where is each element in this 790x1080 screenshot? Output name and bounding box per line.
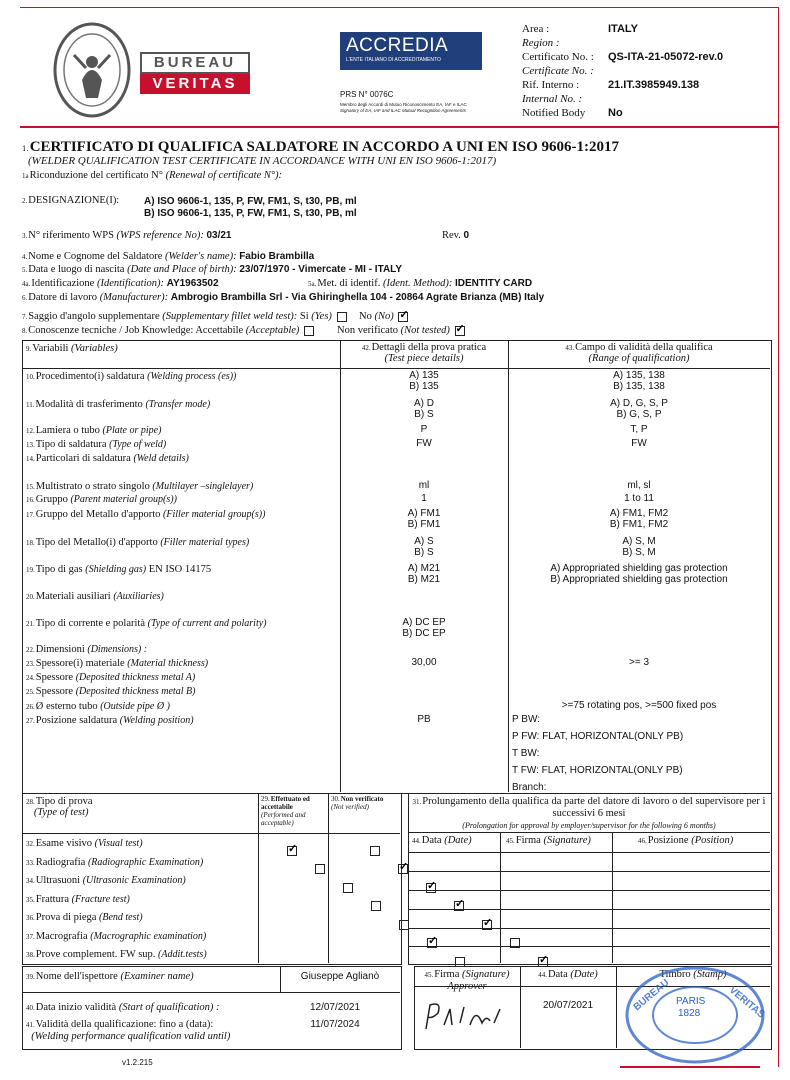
c2-en: (Signature) bbox=[543, 835, 591, 846]
test-value: 30,00 bbox=[411, 657, 437, 668]
variable-en: (Welding process (es)) bbox=[147, 371, 237, 382]
signature-icon bbox=[420, 995, 516, 1035]
test-value: ml bbox=[418, 480, 430, 491]
variable-label: Spessore bbox=[35, 672, 74, 683]
test-row bbox=[26, 931, 206, 942]
range-value: FW bbox=[631, 438, 647, 449]
accredia-sub: L'ENTE ITALIANO DI ACCREDITAMENTO bbox=[346, 57, 441, 63]
test-performed-checkbox[interactable] bbox=[343, 883, 353, 893]
c3-en: (Position) bbox=[691, 835, 734, 846]
test-row bbox=[26, 875, 186, 886]
test-en: (Bend test) bbox=[99, 912, 143, 923]
cert-no-en: Certificate No. : bbox=[522, 65, 594, 77]
test-performed-checkbox[interactable] bbox=[315, 864, 325, 874]
test-row bbox=[26, 857, 203, 868]
variable-number: 21. bbox=[26, 620, 35, 628]
manufacturer-value: Ambrogio Brambilla Srl - Via Ghiringhella 104 - 20864 Agrate Brianza (MB) Italy bbox=[170, 292, 545, 303]
test-value: P bbox=[420, 424, 428, 435]
f1a-label: Riconduzione del certificato N° bbox=[29, 170, 163, 181]
variable-en: (Filler material group(s)) bbox=[163, 509, 266, 520]
variable-label: Procedimento(i) saldatura bbox=[35, 371, 145, 382]
variable-en: (Type of current and polarity) bbox=[147, 618, 267, 629]
f8-acc-en: (Acceptable) bbox=[245, 325, 300, 336]
h-test: Dettagli della prova pratica bbox=[371, 342, 487, 353]
variable-label: Dimensioni bbox=[35, 644, 85, 655]
f45-en2: Approver bbox=[447, 981, 487, 992]
variable-label: Tipo di corrente e polarità bbox=[35, 618, 146, 629]
range-value: ml, sl bbox=[627, 480, 651, 491]
stamp-city: PARIS bbox=[676, 996, 706, 1007]
variable-row bbox=[26, 564, 211, 575]
h-type-en: (Type of test) bbox=[33, 807, 89, 818]
range-value: >= 3 bbox=[628, 657, 650, 668]
test-value: 1 bbox=[421, 493, 427, 504]
f6-en: (Manufacturer): bbox=[99, 292, 169, 303]
variable-en: (Shielding gas) bbox=[85, 564, 147, 575]
birth-value: 23/07/1970 - Vimercate - MI - ITALY bbox=[239, 264, 403, 275]
right-red-rule bbox=[778, 7, 779, 1067]
variable-en: (Multilayer –singlelayer) bbox=[152, 481, 254, 492]
variable-label: Gruppo del Metallo d'apporto bbox=[35, 509, 161, 520]
f44-number: 44. bbox=[538, 971, 547, 979]
variable-label: Lamiera o tubo bbox=[35, 425, 100, 436]
variable-row bbox=[26, 715, 194, 726]
variable-en: (Dimensions) : bbox=[87, 644, 148, 655]
position-line bbox=[512, 731, 683, 742]
c1-en: (Date) bbox=[444, 835, 472, 846]
test-value: A) FM1 B) FM1 bbox=[407, 508, 441, 530]
h-nv: Non verificato bbox=[340, 795, 384, 803]
variable-en: (Weld details) bbox=[133, 453, 189, 464]
f6-number: 6. bbox=[22, 294, 28, 302]
range-value: A) S, M B) S, M bbox=[622, 536, 656, 558]
variable-label: Posizione saldatura bbox=[35, 715, 118, 726]
rif-label: Rif. Interno : bbox=[522, 79, 580, 91]
test-en: (Addit.tests) bbox=[158, 949, 207, 960]
range-value: A) FM1, FM2 B) FM1, FM2 bbox=[609, 508, 669, 530]
range-value: >=75 rotating pos, >=500 fixed pos bbox=[561, 700, 717, 711]
variable-label: Tipo di gas bbox=[35, 564, 83, 575]
f6-label: Datore di lavoro bbox=[28, 292, 98, 303]
test-performed-checkbox[interactable] bbox=[287, 846, 297, 856]
variable-number: 15. bbox=[26, 483, 35, 491]
h-type-number: 28. bbox=[26, 798, 35, 806]
position-label: T BW: bbox=[512, 748, 540, 759]
variable-en: (Deposited thickness metal B) bbox=[75, 686, 196, 697]
variable-en: (Outside pipe Ø ) bbox=[100, 701, 170, 712]
variable-number: 12. bbox=[26, 427, 35, 435]
position-line bbox=[512, 714, 540, 725]
test-row bbox=[26, 912, 143, 923]
f1a-number: 1a bbox=[22, 172, 29, 180]
test-label: Macrografia bbox=[35, 930, 88, 942]
notified-value: No bbox=[608, 107, 623, 119]
f8-number: 8. bbox=[22, 327, 28, 335]
test-row bbox=[26, 838, 143, 849]
c1-number: 44. bbox=[412, 837, 421, 845]
accredia-title: ACCREDIA bbox=[346, 35, 449, 56]
test-label: Radiografia bbox=[35, 856, 86, 868]
variable-label: Tipo di saldatura bbox=[35, 439, 107, 450]
test-value: A) 135 B) 135 bbox=[409, 370, 439, 392]
variable-row bbox=[26, 672, 195, 683]
variable-label: Tipo del Metallo(i) d'apporto bbox=[35, 537, 158, 548]
test-row bbox=[26, 949, 207, 960]
range-value: A) 135, 138 B) 135, 138 bbox=[613, 370, 665, 392]
test-value: PB bbox=[417, 714, 431, 725]
position-line bbox=[512, 782, 546, 793]
cert-no-value: QS-ITA-21-05072-rev.0 bbox=[608, 51, 724, 63]
variable-en: (Transfer mode) bbox=[145, 399, 211, 410]
f8-label: Conoscenze tecniche / Job Knowledge: bbox=[28, 325, 194, 336]
test-value: A) DC EP B) DC EP bbox=[402, 617, 446, 639]
variable-number: 14. bbox=[26, 455, 35, 463]
valid-until-date: 11/07/2024 bbox=[310, 1019, 360, 1030]
h-type: Tipo di prova bbox=[35, 796, 93, 807]
f8-nv-en: (Not tested) bbox=[400, 325, 450, 336]
f45-en: (Signature) bbox=[462, 969, 510, 980]
position-label: P FW: bbox=[512, 731, 540, 742]
knowledge-not-tested-checkbox[interactable] bbox=[455, 326, 465, 336]
top-red-rule bbox=[20, 7, 778, 8]
bv-logo bbox=[52, 20, 252, 120]
variable-en: (Parent material group(s)) bbox=[70, 494, 177, 505]
prolong-text: Prolungamento della qualifica da parte del datore di lavoro o del supervisore per i successivi 6 mesi bbox=[422, 796, 766, 819]
f2-label: DESIGNAZIONE(I): bbox=[28, 195, 120, 206]
test-en: (Fracture test) bbox=[71, 893, 130, 905]
f5a-en: (Ident. Method): bbox=[382, 278, 453, 289]
f41-en: (Welding performance qualification valid until) bbox=[31, 1031, 231, 1042]
page-title: CERTIFICATO DI QUALIFICA SALDATORE IN ACCORDO A UNI EN ISO 9606-1:2017 bbox=[29, 139, 619, 155]
test-label: Esame visivo bbox=[35, 838, 93, 849]
test-row bbox=[26, 894, 130, 905]
test-not-verified-checkbox[interactable] bbox=[370, 846, 380, 856]
variable-label: Ø esterno tubo bbox=[35, 701, 98, 712]
position-line bbox=[512, 748, 539, 759]
test-en: (Macrographic examination) bbox=[90, 930, 207, 942]
test-value: FW bbox=[416, 438, 432, 449]
variable-number: 27. bbox=[26, 717, 35, 725]
f7-label: Saggio d'angolo supplementare bbox=[28, 311, 160, 322]
variable-en: (Filler material types) bbox=[160, 537, 250, 548]
h-done-number: 29. bbox=[261, 795, 270, 803]
variable-row bbox=[26, 686, 195, 697]
cert-no-label: Certificato No. : bbox=[522, 51, 594, 63]
bv-logo-line2: VERITAS bbox=[140, 74, 250, 94]
prs-number: PRS N° 0076C bbox=[340, 90, 394, 99]
f8-nv-label: Non verificato bbox=[337, 325, 398, 336]
variable-extra: EN ISO 14175 bbox=[148, 564, 212, 575]
variable-number: 23. bbox=[26, 660, 35, 668]
h-var: Variabili bbox=[32, 343, 69, 354]
test-number: 36. bbox=[26, 914, 35, 922]
designation-b: B) ISO 9606-1, 135, P, FW, FM1, S, t30, PB, ml bbox=[144, 208, 357, 219]
f5-en: (Date and Place of birth): bbox=[127, 264, 237, 275]
variable-label: Modalità di trasferimento bbox=[35, 399, 143, 410]
variable-row bbox=[26, 481, 253, 492]
h-test-number: 42. bbox=[361, 344, 371, 352]
position-line bbox=[512, 765, 683, 776]
variable-row bbox=[26, 644, 147, 655]
svg-text:BUREAU: BUREAU bbox=[631, 977, 672, 1014]
f40-en: (Start of qualification) : bbox=[118, 1002, 220, 1013]
f4a-number: 4a. bbox=[22, 280, 31, 288]
test-label: Frattura bbox=[35, 893, 69, 905]
version-label: v1.2.215 bbox=[122, 1058, 153, 1067]
h-var-en: (Variables) bbox=[71, 343, 118, 354]
variable-row bbox=[26, 618, 267, 629]
f41-label: Validità della qualificazione: fino a (data): bbox=[35, 1019, 214, 1030]
timbro-en: (Stamp) bbox=[693, 969, 727, 980]
f7-si-en: (Yes) bbox=[311, 311, 332, 322]
variable-number: 18. bbox=[26, 539, 35, 547]
variable-number: 20. bbox=[26, 593, 35, 601]
position-value: FLAT, HORIZONTAL(ONLY PB) bbox=[542, 731, 684, 742]
f41-number: 41. bbox=[26, 1021, 35, 1029]
test-number: 35. bbox=[26, 895, 35, 904]
f39-en: (Examiner name) bbox=[120, 971, 194, 982]
h-range-en: (Range of qualification) bbox=[588, 353, 690, 364]
variable-row bbox=[26, 399, 210, 410]
f5-number: 5. bbox=[22, 266, 28, 274]
test-value: A) D B) S bbox=[414, 398, 434, 420]
variable-number: 16. bbox=[26, 496, 35, 504]
test-number: 32. bbox=[26, 840, 35, 848]
h-nv-number: 30. bbox=[331, 795, 340, 803]
variable-en: (Auxiliaries) bbox=[113, 591, 164, 602]
f4a-label: Identificazione bbox=[31, 278, 95, 289]
test-en: (Ultrasonic Examination) bbox=[82, 875, 186, 886]
test-en: (Radiographic Examination) bbox=[87, 856, 204, 868]
test-number: 37. bbox=[26, 932, 35, 941]
variable-label: Particolari di saldatura bbox=[35, 453, 131, 464]
f5-label: Data e luogo di nascita bbox=[28, 264, 125, 275]
position-label: P BW: bbox=[512, 714, 540, 725]
rev-label: Rev. bbox=[442, 230, 461, 241]
prolong-number: 31. bbox=[412, 798, 422, 806]
welder-name: Fabio Brambilla bbox=[239, 251, 315, 262]
f1a-en: (Renewal of certificate N°): bbox=[165, 170, 283, 181]
c3-number: 46. bbox=[638, 837, 647, 845]
test-label: Ultrasuoni bbox=[35, 875, 81, 886]
h-done: Effettuato ed accettabile bbox=[261, 795, 310, 811]
header-rule bbox=[20, 126, 778, 128]
test-number: 38. bbox=[26, 951, 35, 959]
f5a-label: Met. di identif. bbox=[317, 278, 381, 289]
variable-row bbox=[26, 425, 161, 436]
variable-number: 19. bbox=[26, 566, 35, 574]
accredia-note-1: Membro degli Accordi di Mutuo Riconoscimento EA, IAF e ILAC bbox=[340, 102, 467, 107]
f45-label: Firma bbox=[434, 969, 460, 980]
c1-label: Data bbox=[421, 835, 442, 846]
f5a-number: 5a. bbox=[308, 280, 317, 288]
f40-label: Data inizio validità bbox=[35, 1002, 117, 1013]
page-subtitle: (WELDER QUALIFICATION TEST CERTIFICATE IN ACCORDANCE WITH UNI EN ISO 9606-1:2017) bbox=[28, 155, 497, 167]
test-not-verified-checkbox[interactable] bbox=[398, 864, 408, 874]
title-number: 1. bbox=[22, 145, 29, 153]
variable-row bbox=[26, 591, 164, 602]
test-label: Prova di piega bbox=[35, 912, 97, 923]
test-performed-checkbox[interactable] bbox=[371, 901, 381, 911]
f4-label: Nome e Cognome del Saldatore bbox=[28, 251, 163, 262]
range-value: A) Appropriated shielding gas protection B) Appropriated shielding gas protection bbox=[550, 563, 728, 585]
timbro-label: Timbro bbox=[659, 969, 691, 980]
bv-logo-line1: BUREAU bbox=[140, 52, 250, 74]
fillet-yes-checkbox[interactable] bbox=[337, 312, 347, 322]
variable-row bbox=[26, 439, 166, 450]
position-label: Branch: bbox=[512, 782, 547, 793]
variable-label: Materiali ausiliari bbox=[35, 591, 111, 602]
f44-label: Data bbox=[547, 969, 568, 980]
variable-row bbox=[26, 509, 265, 520]
f4-en: (Welder's name): bbox=[165, 251, 237, 262]
variable-number: 11. bbox=[26, 401, 35, 409]
f7-no-en: (No) bbox=[374, 311, 394, 322]
variable-en: (Welding position) bbox=[119, 715, 194, 726]
c2-number: 45. bbox=[506, 837, 515, 845]
svg-text:VERITAS: VERITAS bbox=[726, 984, 767, 1021]
variable-row bbox=[26, 537, 249, 548]
variable-row bbox=[26, 701, 170, 712]
f45-number: 45. bbox=[424, 971, 434, 979]
test-value: A) M21 B) M21 bbox=[407, 563, 441, 585]
prolong-en: (Prolongation for approval by employer/supervisor for the following 6 months) bbox=[462, 821, 716, 830]
h-done-en: (Performed and acceptable) bbox=[261, 811, 306, 827]
range-value: 1 to 11 bbox=[624, 493, 654, 504]
internal-label: Internal No. : bbox=[522, 93, 583, 105]
f8-acc-label: Accettabile bbox=[195, 325, 244, 336]
area-value: ITALY bbox=[608, 23, 638, 35]
variable-en: (Material thickness) bbox=[127, 658, 209, 669]
f39-number: 39. bbox=[26, 973, 35, 981]
examiner-name: Giuseppe Aglianò bbox=[300, 971, 380, 982]
variable-number: 10. bbox=[26, 373, 35, 381]
test-label: Prove complement. FW sup. bbox=[35, 949, 156, 960]
area-label: Area : bbox=[522, 23, 550, 35]
h-range-number: 43. bbox=[565, 344, 575, 352]
f4a-en: (Identification): bbox=[96, 278, 165, 289]
f4-number: 4. bbox=[22, 253, 28, 261]
f40-number: 40. bbox=[26, 1004, 35, 1012]
f3-number: 3. bbox=[22, 232, 28, 240]
variable-en: (Deposited thickness metal A) bbox=[75, 672, 196, 683]
c2-label: Firma bbox=[515, 835, 541, 846]
variable-number: 25. bbox=[26, 688, 35, 696]
designation-a: A) ISO 9606-1, 135, P, FW, FM1, S, t30, PB, ml bbox=[144, 196, 357, 207]
approval-date: 20/07/2021 bbox=[542, 1000, 594, 1011]
h-test-en: (Test piece details) bbox=[384, 353, 464, 364]
rev-value: 0 bbox=[463, 230, 470, 241]
region-label: Region : bbox=[522, 37, 560, 49]
variable-label: Multistrato o strato singolo bbox=[35, 481, 150, 492]
bottom-red-rule bbox=[620, 1066, 760, 1068]
accredia-note-2: Signatory of EA, IAF and ILAC Mutual Recognition Agreements bbox=[340, 108, 466, 113]
f3-en: (WPS reference No): bbox=[116, 230, 204, 241]
h-nv-en: (Not verified) bbox=[331, 803, 369, 811]
variable-label: Spessore bbox=[35, 686, 74, 697]
identification-value: AY1963502 bbox=[166, 278, 219, 289]
f3-label: N° riferimento WPS bbox=[28, 230, 114, 241]
variable-number: 13. bbox=[26, 441, 35, 449]
ident-method-value: IDENTITY CARD bbox=[455, 278, 533, 289]
rif-value: 21.IT.3985949.138 bbox=[608, 79, 700, 91]
f7-si-label: Si bbox=[299, 311, 309, 322]
accredia-logo bbox=[340, 32, 482, 70]
f7-number: 7. bbox=[22, 313, 28, 321]
h-range: Campo di validità della qualifica bbox=[575, 342, 713, 353]
f7-no-label: No bbox=[359, 311, 372, 322]
variable-label: Gruppo bbox=[35, 494, 68, 505]
variable-number: 17. bbox=[26, 511, 35, 519]
test-value: A) S B) S bbox=[414, 536, 434, 558]
range-value: A) D, G, S, P B) G, S, P bbox=[610, 398, 668, 420]
wps-value: 03/21 bbox=[206, 230, 232, 241]
stamp-year: 1828 bbox=[678, 1008, 701, 1019]
knowledge-acceptable-checkbox[interactable] bbox=[304, 326, 314, 336]
f2-number: 2. bbox=[22, 197, 28, 205]
variable-number: 24. bbox=[26, 674, 35, 682]
test-number: 33. bbox=[26, 858, 35, 867]
variable-row bbox=[26, 371, 236, 382]
c3-label: Posizione bbox=[647, 835, 689, 846]
variable-en: (Plate or pipe) bbox=[102, 425, 162, 436]
variable-en: (Type of weld) bbox=[109, 439, 167, 450]
test-number: 34. bbox=[26, 877, 35, 885]
notified-label: Notified Body bbox=[522, 107, 586, 119]
f39-label: Nome dell'ispettore bbox=[35, 971, 118, 982]
f44-en: (Date) bbox=[570, 969, 598, 980]
position-label: T FW: bbox=[512, 765, 539, 776]
f7-en: (Supplementary fillet weld test): bbox=[162, 311, 298, 322]
variable-number: 22. bbox=[26, 646, 35, 654]
start-date: 12/07/2021 bbox=[309, 1002, 361, 1013]
h-var-number: 9. bbox=[26, 345, 32, 353]
range-value: T, P bbox=[630, 424, 648, 435]
bv-seal-icon bbox=[52, 20, 132, 118]
variable-row bbox=[26, 494, 177, 505]
variable-row bbox=[26, 658, 208, 669]
variable-row bbox=[26, 453, 189, 464]
position-value: FLAT, HORIZONTAL(ONLY PB) bbox=[541, 765, 683, 776]
variable-label: Spessore(i) materiale bbox=[35, 658, 125, 669]
test-en: (Visual test) bbox=[94, 838, 143, 849]
fillet-no-checkbox[interactable] bbox=[398, 312, 408, 322]
variable-number: 26. bbox=[26, 703, 35, 711]
